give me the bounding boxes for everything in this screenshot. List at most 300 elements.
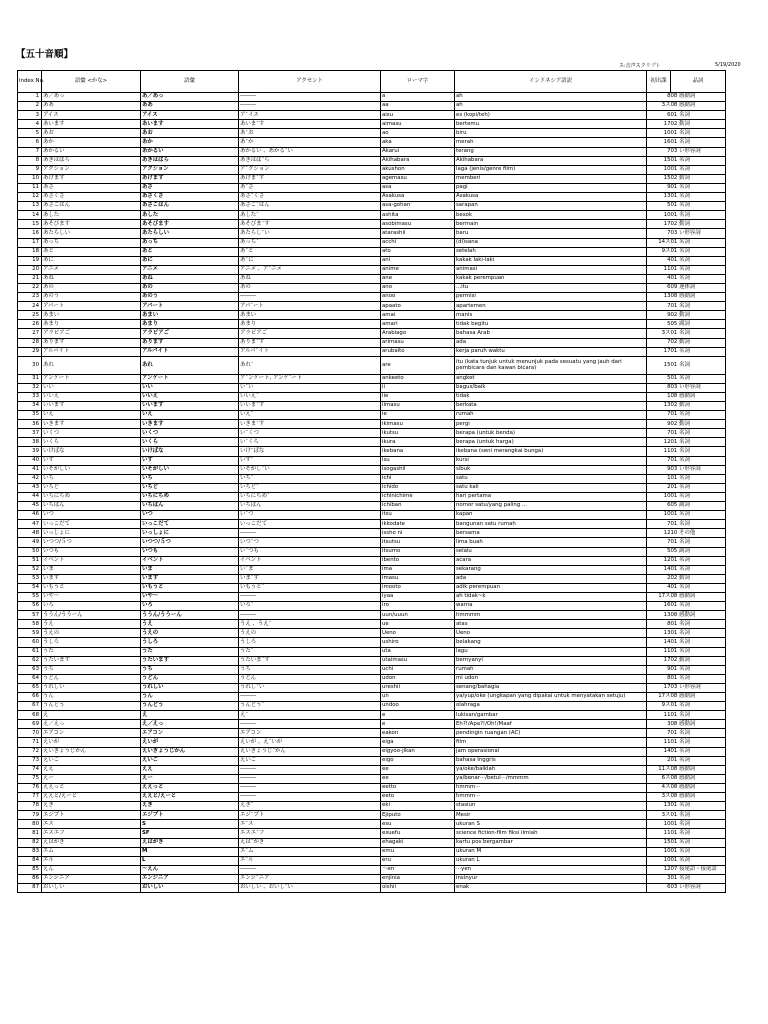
header-indonesian: インドネシア語訳 (455, 71, 647, 93)
cell-first-lesson: 7 (647, 456, 671, 465)
cell-indonesian: hmmm··· (455, 793, 647, 802)
cell-index: 63 (18, 665, 42, 674)
cell-romaji: ii (381, 383, 455, 392)
cell-accent: エ¯ム (239, 847, 381, 856)
cell-index: 25 (18, 311, 42, 320)
cell-kana: いい (42, 383, 141, 392)
cell-index: 67 (18, 702, 42, 711)
cell-indonesian: angket (455, 374, 647, 383)
cell-romaji: imasu (381, 574, 455, 583)
cell-first-lesson: 6ス (647, 774, 671, 783)
table-row (18, 220, 726, 229)
cell-indonesian: Mesir (455, 811, 647, 820)
cell-first-lesson: 10 (647, 492, 671, 501)
cell-accent: ア¯ンケート, アンケ¯ート (239, 374, 381, 383)
cell-part-of-speech: 01 名詞 (671, 556, 726, 565)
cell-romaji: ibento (381, 556, 455, 565)
cell-part-of-speech: 01 名詞 (671, 629, 726, 638)
cell-part-of-speech: 02 動詞 (671, 311, 726, 320)
table-row (18, 720, 726, 729)
cell-indonesian: hmmm··· (455, 783, 647, 792)
cell-vocab: いいます (141, 402, 239, 411)
cell-indonesian: rumah (455, 665, 647, 674)
cell-romaji: aka (381, 138, 455, 147)
cell-romaji: ani (381, 256, 455, 265)
table-row (18, 347, 726, 356)
cell-accent: いす¯ (239, 456, 381, 465)
cell-part-of-speech: 01 名詞 (671, 874, 726, 883)
cell-part-of-speech: 08 感動詞 (671, 592, 726, 601)
cell-first-lesson: 15 (647, 174, 671, 183)
cell-accent: ――― (239, 102, 381, 111)
cell-indonesian: bermain (455, 220, 647, 229)
cell-romaji: eiga (381, 738, 455, 747)
cell-first-lesson: 16 (647, 602, 671, 611)
cell-indonesian: ya/yup/oke (ungkapan yang dipakai untuk menyatakan setuju) (455, 693, 647, 702)
table-row (18, 111, 726, 120)
table-row (18, 447, 726, 456)
table-row (18, 820, 726, 829)
cell-romaji: e (381, 720, 455, 729)
cell-first-lesson: 14 (647, 638, 671, 647)
cell-indonesian: setelah (455, 247, 647, 256)
cell-index: 65 (18, 683, 42, 692)
cell-accent: アラビアご (239, 329, 381, 338)
cell-accent: ――― (239, 611, 381, 620)
cell-accent: いま¯す (239, 574, 381, 583)
cell-part-of-speech: 08 感動詞 (671, 765, 726, 774)
cell-index: 13 (18, 202, 42, 211)
cell-accent: あまり (239, 320, 381, 329)
cell-romaji: agemasu (381, 174, 455, 183)
cell-vocab: え／えっ (141, 720, 239, 729)
cell-first-lesson: 9 (647, 183, 671, 192)
cell-first-lesson: 11ス (647, 765, 671, 774)
table-row (18, 729, 726, 738)
cell-romaji: amai (381, 311, 455, 320)
cell-indonesian: ukuran S (455, 820, 647, 829)
cell-part-of-speech: 01 名詞 (671, 665, 726, 674)
cell-first-lesson: 4 (647, 256, 671, 265)
cell-romaji: iimasu (381, 402, 455, 411)
table-row (18, 320, 726, 329)
cell-first-lesson: 7 (647, 411, 671, 420)
table-body (18, 93, 726, 893)
cell-kana: あまり (42, 320, 141, 329)
cell-indonesian: olahraga (455, 702, 647, 711)
cell-accent: いち¯ (239, 474, 381, 483)
cell-accent: うち (239, 665, 381, 674)
table-row (18, 547, 726, 556)
cell-accent: あいま¯す (239, 120, 381, 129)
cell-index: 2 (18, 102, 42, 111)
cell-part-of-speech: 03 い形容詞 (671, 147, 726, 156)
table-row (18, 374, 726, 383)
cell-indonesian: ...itu (455, 283, 647, 292)
cell-kana: いつつ/５つ (42, 538, 141, 547)
cell-vocab: いもうと (141, 583, 239, 592)
cell-accent: あさ¯くさ (239, 193, 381, 202)
cell-romaji: imooto (381, 583, 455, 592)
cell-first-lesson: 10 (647, 847, 671, 856)
cell-part-of-speech: 01 名詞 (671, 820, 726, 829)
cell-part-of-speech: 01 名詞 (671, 538, 726, 547)
table-row (18, 556, 726, 565)
cell-index: 29 (18, 347, 42, 356)
cell-kana: アパート (42, 302, 141, 311)
table-row (18, 529, 726, 538)
cell-kana: いち (42, 474, 141, 483)
cell-indonesian: permisi (455, 293, 647, 302)
cell-vocab: うた (141, 647, 239, 656)
cell-accent: いきま¯す (239, 420, 381, 429)
cell-vocab: いち (141, 474, 239, 483)
table-row (18, 247, 726, 256)
cell-accent: ――― (239, 720, 381, 729)
cell-indonesian: kartu pos bergambar (455, 838, 647, 847)
cell-vocab: あのう (141, 293, 239, 302)
table-row (18, 256, 726, 265)
cell-accent: あさご¯はん (239, 202, 381, 211)
cell-first-lesson: 3ス (647, 329, 671, 338)
cell-first-lesson: 13 (647, 402, 671, 411)
cell-accent: ア¯クション (239, 165, 381, 174)
cell-index: 66 (18, 693, 42, 702)
cell-vocab: おいしい (141, 883, 239, 892)
cell-part-of-speech: 08 感動詞 (671, 693, 726, 702)
cell-vocab: エアコン (141, 729, 239, 738)
cell-index: 69 (18, 720, 42, 729)
cell-indonesian: berkata (455, 402, 647, 411)
cell-romaji: undoo (381, 702, 455, 711)
cell-kana: えはがき (42, 838, 141, 847)
cell-index: 20 (18, 265, 42, 274)
cell-part-of-speech: 03 い形容詞 (671, 229, 726, 238)
cell-kana: あげます (42, 174, 141, 183)
table-row (18, 356, 726, 374)
cell-kana: いつも (42, 547, 141, 556)
cell-romaji: ikura (381, 438, 455, 447)
cell-kana: いろ (42, 602, 141, 611)
cell-indonesian: ah (455, 93, 647, 102)
cell-indonesian: stasiun (455, 802, 647, 811)
cell-indonesian: bangunan satu rumah (455, 520, 647, 529)
table-row (18, 474, 726, 483)
header-index: Index No. (18, 71, 42, 93)
cell-romaji: amari (381, 320, 455, 329)
cell-first-lesson: 7 (647, 520, 671, 529)
cell-first-lesson: 7 (647, 429, 671, 438)
cell-part-of-speech: 01 名詞 (671, 483, 726, 492)
cell-index: 5 (18, 129, 42, 138)
cell-part-of-speech: 01 名詞 (671, 329, 726, 338)
cell-kana: ううん/ううーん (42, 611, 141, 620)
cell-vocab: あさ (141, 183, 239, 192)
table-row (18, 747, 726, 756)
header-accent: アクセント (239, 71, 381, 93)
cell-kana: いま (42, 565, 141, 574)
cell-kana: うえ (42, 620, 141, 629)
cell-part-of-speech: 08 感動詞 (671, 783, 726, 792)
table-row (18, 202, 726, 211)
cell-romaji: uun/uuun (381, 611, 455, 620)
cell-part-of-speech: 02 動詞 (671, 174, 726, 183)
cell-index: 79 (18, 811, 42, 820)
cell-index: 42 (18, 474, 42, 483)
cell-index: 87 (18, 883, 42, 892)
cell-first-lesson: 2 (647, 756, 671, 765)
cell-indonesian: rumah (455, 411, 647, 420)
table-row (18, 811, 726, 820)
cell-indonesian: (di)sana (455, 238, 647, 247)
cell-kana: うた (42, 647, 141, 656)
cell-first-lesson: 2 (647, 483, 671, 492)
cell-kana: うどん (42, 674, 141, 683)
cell-indonesian: sibuk (455, 465, 647, 474)
cell-vocab: いきます (141, 420, 239, 429)
table-row (18, 229, 726, 238)
table-row (18, 329, 726, 338)
cell-index: 64 (18, 674, 42, 683)
cell-first-lesson: 13 (647, 629, 671, 638)
cell-romaji: itsumo (381, 547, 455, 556)
table-row (18, 774, 726, 783)
cell-accent: えいぎょうじ¯かん (239, 747, 381, 756)
cell-indonesian: ya/oke/baiklah (455, 765, 647, 774)
cell-part-of-speech: 01 名詞 (671, 565, 726, 574)
cell-vocab: ええと/えーと (141, 793, 239, 802)
cell-vocab: いっしょに (141, 529, 239, 538)
header-meta (619, 62, 741, 69)
cell-part-of-speech: 09 連体詞 (671, 283, 726, 292)
cell-kana: あかるい (42, 147, 141, 156)
cell-first-lesson: 5 (647, 547, 671, 556)
cell-part-of-speech: 01 名詞 (671, 265, 726, 274)
cell-vocab: あっち (141, 238, 239, 247)
cell-romaji: ato (381, 247, 455, 256)
cell-vocab: S (141, 820, 239, 829)
cell-first-lesson: 6 (647, 283, 671, 292)
cell-part-of-speech: 01 名詞 (671, 674, 726, 683)
cell-part-of-speech: 01 名詞 (671, 811, 726, 820)
cell-kana: いちど (42, 483, 141, 492)
cell-accent: ――― (239, 865, 381, 874)
cell-index: 43 (18, 483, 42, 492)
cell-vocab: いや～ (141, 592, 239, 601)
cell-first-lesson: 7 (647, 147, 671, 156)
cell-romaji: Akihabara (381, 156, 455, 165)
cell-index: 53 (18, 574, 42, 583)
cell-accent: あした¯ (239, 211, 381, 220)
cell-indonesian: tidak begitu (455, 320, 647, 329)
cell-part-of-speech: 02 動詞 (671, 402, 726, 411)
cell-index: 76 (18, 783, 42, 792)
table-row (18, 93, 726, 102)
cell-index: 3 (18, 111, 42, 120)
cell-accent: ――― (239, 774, 381, 783)
cell-accent: うれし¯い (239, 683, 381, 692)
cell-index: 60 (18, 638, 42, 647)
cell-first-lesson: 11 (647, 829, 671, 838)
cell-first-lesson: 17ス (647, 592, 671, 601)
cell-index: 24 (18, 302, 42, 311)
cell-kana: あした (42, 211, 141, 220)
cell-vocab: アンケート (141, 374, 239, 383)
cell-accent: えいが 、え¯いが (239, 738, 381, 747)
cell-index: 49 (18, 538, 42, 547)
cell-part-of-speech: 01 名詞 (671, 520, 726, 529)
cell-kana: います (42, 574, 141, 583)
cell-kana: えん (42, 865, 141, 874)
cell-indonesian: memberi (455, 174, 647, 183)
cell-romaji: ichido (381, 483, 455, 492)
cell-romaji: esuefu (381, 829, 455, 838)
cell-vocab: あに (141, 256, 239, 265)
cell-index: 57 (18, 611, 42, 620)
cell-indonesian: pagi (455, 183, 647, 192)
cell-indonesian: ikebana (seni merangkai bunga) (455, 447, 647, 456)
cell-indonesian: pergi (455, 420, 647, 429)
cell-kana: いくつ (42, 429, 141, 438)
cell-index: 40 (18, 456, 42, 465)
cell-part-of-speech: 01 名詞 (671, 274, 726, 283)
table-row (18, 702, 726, 711)
cell-index: 37 (18, 429, 42, 438)
cell-part-of-speech: 08 感動詞 (671, 720, 726, 729)
cell-kana: エンジニア (42, 874, 141, 883)
cell-romaji: eru (381, 856, 455, 865)
cell-index: 27 (18, 329, 42, 338)
cell-accent: いつ¯つ (239, 538, 381, 547)
cell-part-of-speech: 01 名詞 (671, 747, 726, 756)
cell-part-of-speech: 08 感動詞 (671, 774, 726, 783)
cell-accent: え¯ (239, 711, 381, 720)
cell-first-lesson: 6 (647, 111, 671, 120)
cell-part-of-speech: 01 名詞 (671, 856, 726, 865)
cell-kana: あ／あっ (42, 93, 141, 102)
header-vocab: 語彙 (141, 71, 239, 93)
cell-vocab: いちど (141, 483, 239, 492)
cell-romaji: ikebana (381, 447, 455, 456)
table-header-row (18, 71, 726, 93)
cell-first-lesson: 9 (647, 465, 671, 474)
cell-vocab: うれしい (141, 683, 239, 692)
cell-first-lesson: 10 (647, 511, 671, 520)
cell-part-of-speech: 01 名詞 (671, 193, 726, 202)
table-row (18, 174, 726, 183)
cell-first-lesson: 4 (647, 274, 671, 283)
cell-romaji: Arabiago (381, 329, 455, 338)
cell-accent: あそびま¯す (239, 220, 381, 229)
cell-vocab: うたいます (141, 656, 239, 665)
cell-indonesian: pendingin ruangan (AC) (455, 729, 647, 738)
cell-part-of-speech: 01 名詞 (671, 129, 726, 138)
header-part-of-speech: 品詞 (671, 71, 726, 93)
cell-romaji: iie (381, 392, 455, 401)
cell-first-lesson: 17 (647, 220, 671, 229)
cell-kana: エス (42, 820, 141, 829)
cell-kana: あまい (42, 311, 141, 320)
cell-romaji: iyaa (381, 592, 455, 601)
table-row (18, 138, 726, 147)
cell-romaji: asa (381, 183, 455, 192)
cell-index: 17 (18, 238, 42, 247)
cell-romaji: Asakusa (381, 193, 455, 202)
cell-kana: いもうと (42, 583, 141, 592)
cell-index: 70 (18, 729, 42, 738)
cell-index: 50 (18, 547, 42, 556)
cell-index: 35 (18, 411, 42, 420)
cell-romaji: ichiban (381, 502, 455, 511)
cell-index: 23 (18, 293, 42, 302)
cell-first-lesson: 9 (647, 420, 671, 429)
cell-index: 84 (18, 856, 42, 865)
cell-indonesian: senang/bahagia (455, 683, 647, 692)
cell-index: 9 (18, 165, 42, 174)
cell-accent: いえ¯ (239, 411, 381, 420)
cell-vocab: エジプト (141, 811, 239, 820)
table-row (18, 511, 726, 520)
cell-first-lesson: 11 (647, 738, 671, 747)
cell-index: 51 (18, 556, 42, 565)
cell-romaji: a (381, 93, 455, 102)
cell-part-of-speech: 01 名詞 (671, 474, 726, 483)
cell-kana: いそがしい (42, 465, 141, 474)
cell-part-of-speech: 03 い形容詞 (671, 683, 726, 692)
cell-accent: あれ¯ (239, 356, 381, 374)
table-row (18, 183, 726, 192)
cell-part-of-speech: 08 感動詞 (671, 102, 726, 111)
cell-first-lesson: 3 (647, 720, 671, 729)
cell-romaji: atarashii (381, 229, 455, 238)
cell-indonesian: enak (455, 883, 647, 892)
cell-part-of-speech: 01 名詞 (671, 456, 726, 465)
table-row (18, 429, 726, 438)
cell-accent: ――― (239, 293, 381, 302)
cell-first-lesson: 17 (647, 683, 671, 692)
cell-indonesian: atas (455, 620, 647, 629)
cell-vocab: ああ (141, 102, 239, 111)
cell-first-lesson: 13 (647, 193, 671, 202)
cell-index: 31 (18, 374, 42, 383)
table-row (18, 392, 726, 401)
table-row (18, 574, 726, 583)
cell-kana: うしろ (42, 638, 141, 647)
cell-part-of-speech: 01 名詞 (671, 302, 726, 311)
table-row (18, 602, 726, 611)
cell-romaji: ikkodate (381, 520, 455, 529)
cell-vocab: イベント (141, 556, 239, 565)
cell-kana: アイス (42, 111, 141, 120)
cell-romaji: ee (381, 765, 455, 774)
cell-part-of-speech: 01 名詞 (671, 438, 726, 447)
table-row (18, 156, 726, 165)
cell-first-lesson: 11 (647, 647, 671, 656)
cell-first-lesson: 10 (647, 211, 671, 220)
cell-romaji: anoo (381, 293, 455, 302)
cell-indonesian: ah tidak~k (455, 592, 647, 601)
cell-accent: いいえ¯ (239, 392, 381, 401)
cell-accent: エアコン (239, 729, 381, 738)
cell-index: 58 (18, 620, 42, 629)
cell-vocab: いま (141, 565, 239, 574)
cell-vocab: アラビアご (141, 329, 239, 338)
cell-romaji: ureshii (381, 683, 455, 692)
cell-kana: うち (42, 665, 141, 674)
cell-vocab: いくら (141, 438, 239, 447)
cell-romaji: itsutsu (381, 538, 455, 547)
cell-first-lesson: 10 (647, 129, 671, 138)
